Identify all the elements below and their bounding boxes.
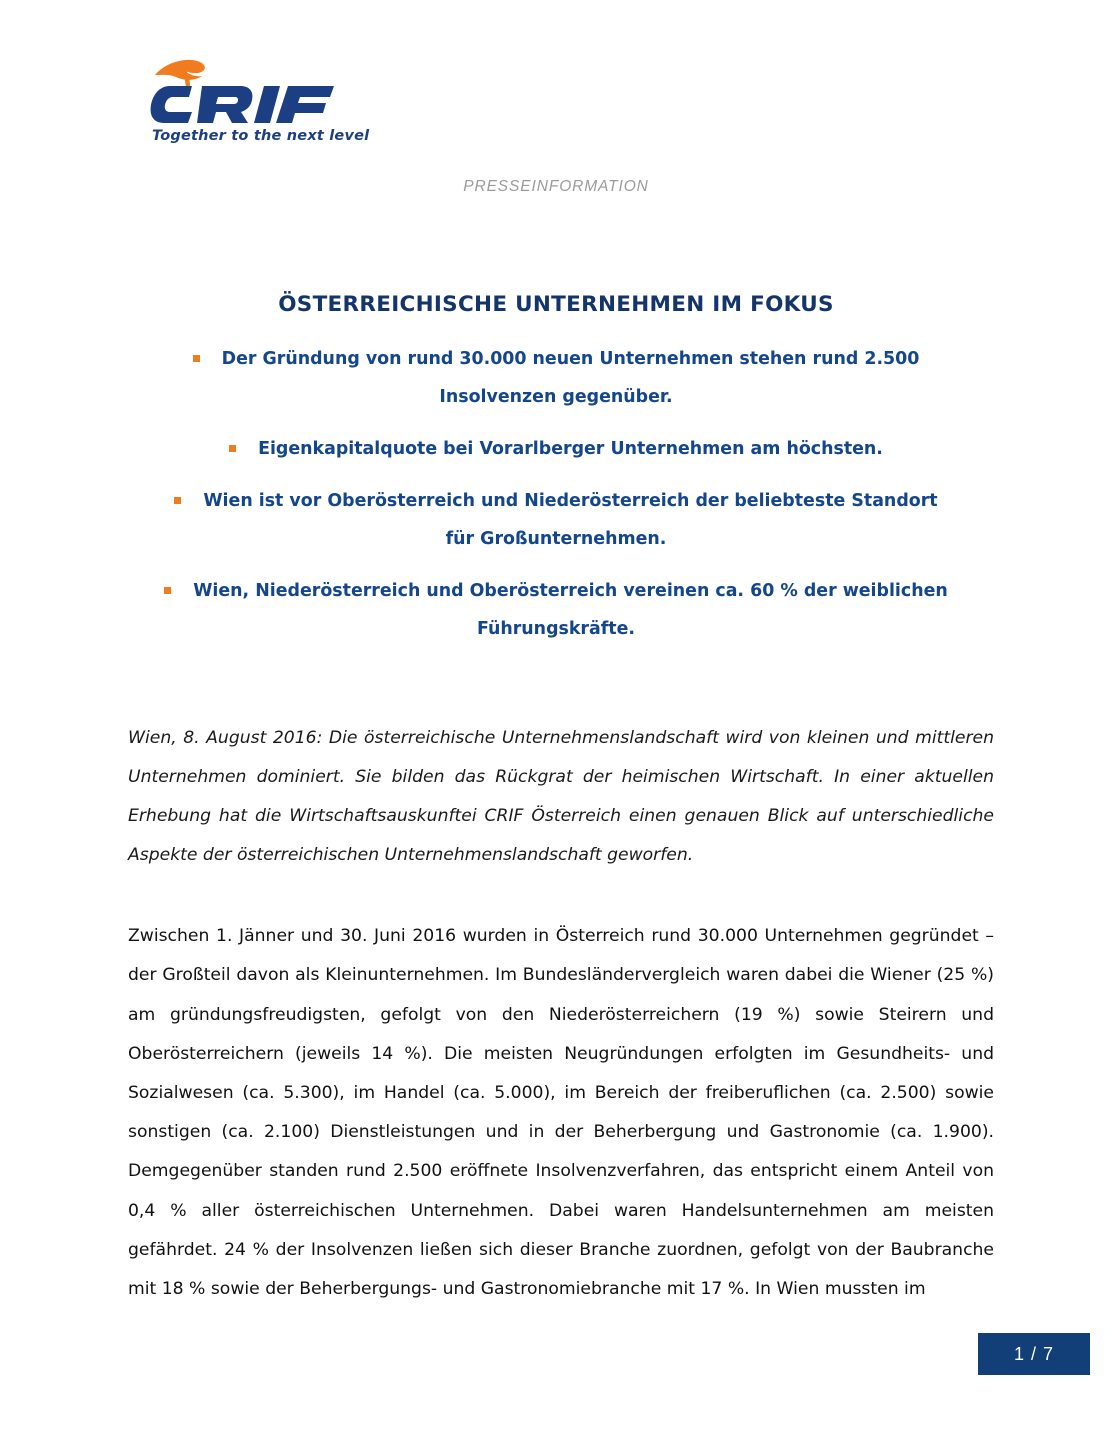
bullet-label: Wien ist vor Oberösterreich und Niederösterreich der beliebteste Standort für Großunternehmen. [203,491,938,549]
body-paragraph: Zwischen 1. Jänner und 30. Juni 2016 wurden in Österreich rund 30.000 Unternehmen gegründet – der Großteil davon als Kleinunternehmen. Im Bundesländervergleich waren dabei die Wiener (25 %) am gründungsfreudigsten, gefolgt von den Niederösterreichern (19 %) sowie Steirern und Oberösterreichern (jeweils 14 %). Die meisten Neugründungen erfolgten im Gesundheits- und Sozialwesen (ca. 5.300), im Handel (ca. 5.000), im Bereich der freiberuflichen (ca. 2.500) sowie sonstigen (ca. 2.100) Dienstleistungen und in der Beherbergung und Gastronomie (ca. 1.900). Demgegenüber standen rund 2.500 eröffnete Insolvenzverfahren, das entspricht einem Anteil von 0,4 % aller österreichischen Unternehmen. Dabei waren Handelsunternehmen am meisten gefährdet. 24 % der Insolvenzen ließen sich dieser Branche zuordnen, gefolgt von der Baubranche mit 18 % sowie der Beherbergungs- und Gastronomiebranche mit 17 %. In Wien mussten im [128,926,994,1300]
bullet-label: Wien, Niederösterreich und Oberösterreich vereinen ca. 60 % der weiblichen Führungskräfte. [193,581,948,639]
bullet-item-text [161,572,951,648]
square-bullet-icon [174,497,181,504]
logo-tagline: Together to the next level [152,128,370,144]
page-title: ÖSTERREICHISCHE UNTERNEHMEN IM FOKUS [278,292,834,318]
bullet-item-text [161,340,951,416]
square-bullet-icon [164,587,171,594]
logo-wordmark [148,76,338,131]
crif-logo [148,58,370,158]
list-item [0,572,1112,648]
bullet-label: Eigenkapitalquote bei Vorarlberger Unternehmen am höchsten. [258,439,883,459]
square-bullet-icon [229,445,236,452]
key-points-list [0,340,1112,662]
press-kicker: PRESSEINFORMATION [463,178,649,195]
bullet-item-text [229,430,883,468]
bullet-item-text [161,482,951,558]
square-bullet-icon [193,355,200,362]
list-item [0,430,1112,468]
list-item [0,340,1112,416]
page-number-badge: 1 / 7 [978,1333,1090,1375]
bullet-label: Der Gründung von rund 30.000 neuen Unternehmen stehen rund 2.500 Insolvenzen gegenüber. [221,349,920,407]
lead-paragraph: Wien, 8. August 2016: Die österreichische Unternehmenslandschaft wird von kleinen und mittleren Unternehmen dominiert. Sie bilden das Rückgrat der heimischen Wirtschaft. In einer aktuellen Erhebung hat die Wirtschaftsauskunftei CRIF Österreich einen genauen Blick auf unterschiedliche Aspekte der österreichischen Unternehmenslandschaft geworfen. [128,728,994,866]
list-item [0,482,1112,558]
